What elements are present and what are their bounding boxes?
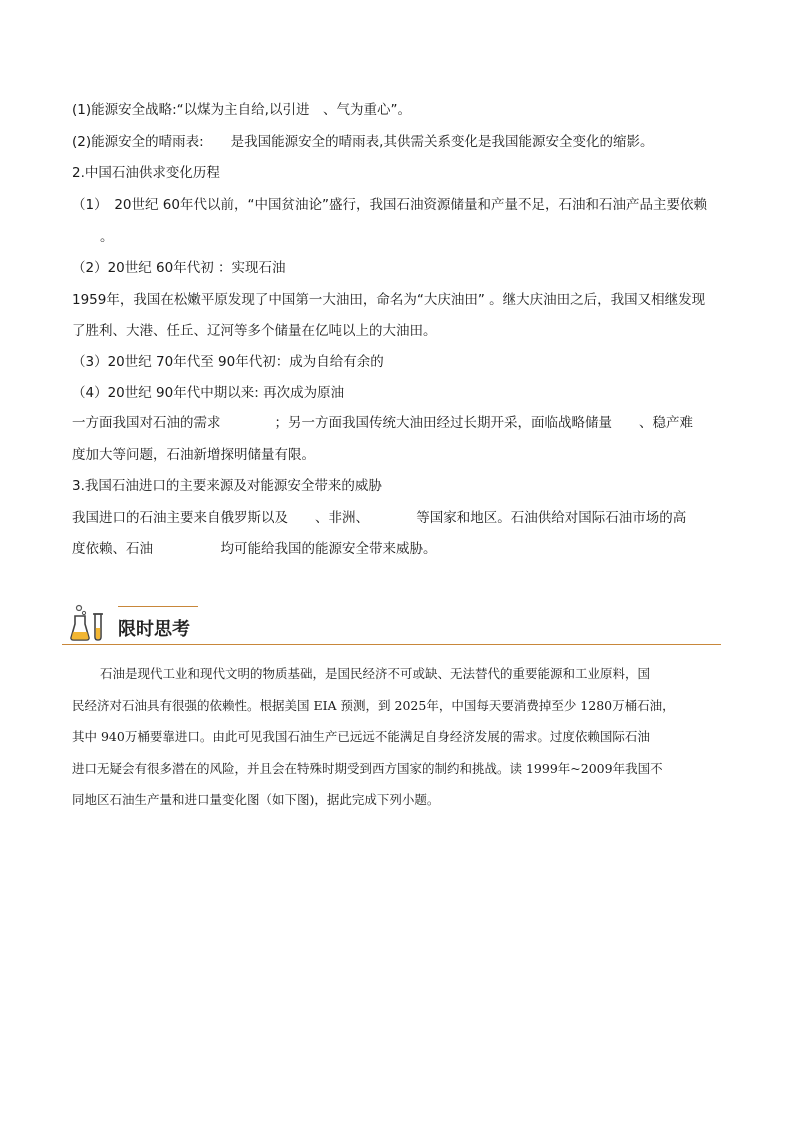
line-9: （3）20世纪 70年代至 90年代初：成为自给有余的: [72, 354, 384, 370]
paragraph-line-1: 石油是现代工业和现代文明的物质基础，是国民经济不可或缺、无法替代的重要能源和工业原料，国: [100, 666, 651, 681]
title-decoration-line: [118, 606, 198, 607]
line-7: 1959年，我国在松嫩平原发现了中国第一大油田，命名为“大庆油田” 。继大庆油田之后，我国又相继发现: [72, 292, 706, 308]
section-divider: [62, 644, 721, 645]
line-12: 度加大等问题，石油新增探明储量有限。: [72, 447, 315, 463]
line-14: 我国进口的石油主要来自俄罗斯以及 、非洲、 等国家和地区。石油供给对国际石油市场的高: [72, 510, 687, 526]
line-3: 2.中国石油供求变化历程: [72, 165, 220, 181]
line-2: (2)能源安全的晴雨表: 是我国能源安全的晴雨表,其供需关系变化是我国能源安全变化的缩影。: [72, 134, 654, 150]
line-11: 一方面我国对石油的需求 ；另一方面我国传统大油田经过长期开采，面临战略储量 、稳产难: [72, 415, 693, 431]
flask-icon: [70, 604, 110, 642]
paragraph-line-2: 民经济对石油具有很强的依赖性。根据美国 EIA 预测，到 2025年，中国每天要消费掉至少 1280万桶石油，: [72, 698, 675, 713]
line-13: 3.我国石油进口的主要来源及对能源安全带来的威胁: [72, 478, 382, 494]
paragraph-line-5: 同地区石油生产量和进口量变化图（如下图)，据此完成下列小题。: [72, 792, 440, 807]
line-6: （2）20世纪 60年代初 ：实现石油: [72, 260, 286, 276]
line-4: （1） 20世纪 60年代以前，“中国贫油论”盛行，我国石油资源储量和产量不足，石油和石油产品主要依赖: [72, 197, 707, 213]
line-1: (1)能源安全战略:“以煤为主自给,以引进 、气为重心”。: [72, 102, 411, 118]
paragraph-line-4: 进口无疑会有很多潜在的风险，并且会在特殊时期受到西方国家的制约和挑战。读 1999年~2009年我国不: [72, 761, 663, 776]
paragraph-line-3: 其中 940万桶要靠进口。由此可见我国石油生产已远远不能满足自身经济发展的需求。过度依赖国际石油: [72, 729, 650, 744]
line-8: 了胜利、大港、任丘、辽河等多个储量在亿吨以上的大油田。: [72, 323, 437, 339]
line-10: （4）20世纪 90年代中期以来: 再次成为原油: [72, 385, 345, 401]
line-15: 度依赖、石油 均可能给我国的能源安全带来威胁。: [72, 541, 437, 557]
section-title: 限时思考: [118, 619, 190, 640]
line-5: 。: [100, 229, 114, 245]
